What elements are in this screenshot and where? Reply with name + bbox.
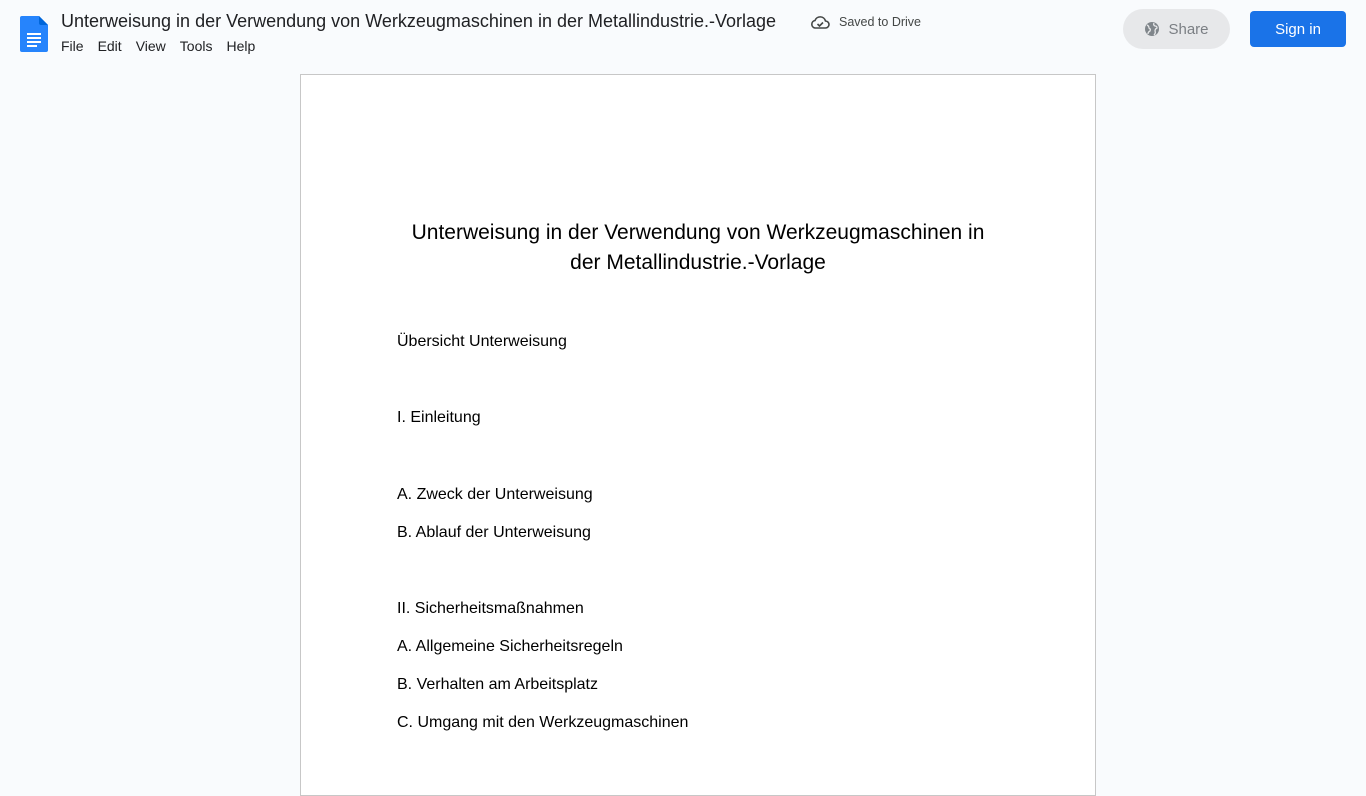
top-bar (0, 0, 1366, 64)
globe-icon (1144, 21, 1160, 37)
share-button[interactable] (1123, 9, 1230, 49)
save-status-label: Saved to Drive (839, 15, 921, 29)
paragraph-section-2b: B. Verhalten am Arbeitsplatz (397, 676, 598, 693)
paragraph-section-2a: A. Allgemeine Sicherheitsregeln (397, 638, 623, 655)
menu-edit[interactable]: Edit (97, 38, 122, 54)
paragraph-section-1b: B. Ablauf der Unterweisung (397, 524, 591, 541)
google-docs-icon[interactable] (20, 16, 48, 52)
paragraph-section-1a: A. Zweck der Unterweisung (397, 486, 593, 503)
menu-help[interactable]: Help (226, 38, 256, 54)
sign-in-button[interactable]: Sign in (1250, 11, 1346, 47)
paragraph-section-1: I. Einleitung (397, 409, 481, 426)
menu-tools[interactable]: Tools (179, 38, 213, 54)
menu-bar (54, 35, 262, 57)
paragraph-section-2: II. Sicherheitsmaßnahmen (397, 600, 584, 617)
document-page[interactable] (300, 74, 1096, 796)
paragraph-overview: Übersicht Unterweisung (397, 333, 567, 350)
document-title[interactable]: Unterweisung in der Verwendung von Werkzeugmaschinen in der Metallindustrie.-Vorlage (61, 11, 777, 31)
save-status[interactable] (810, 12, 921, 32)
menu-view[interactable]: View (135, 38, 166, 54)
document-heading (397, 218, 999, 278)
cloud-done-icon (810, 15, 830, 29)
document-heading-line-1: Unterweisung in der Verwendung von Werkzeugmaschinen in (411, 221, 985, 244)
share-label: Share (1168, 20, 1209, 38)
document-heading-line-2: der Metallindustrie.-Vorlage (570, 251, 826, 274)
menu-file[interactable]: File (61, 38, 84, 54)
paragraph-section-2c: C. Umgang mit den Werkzeugmaschinen (397, 714, 689, 731)
